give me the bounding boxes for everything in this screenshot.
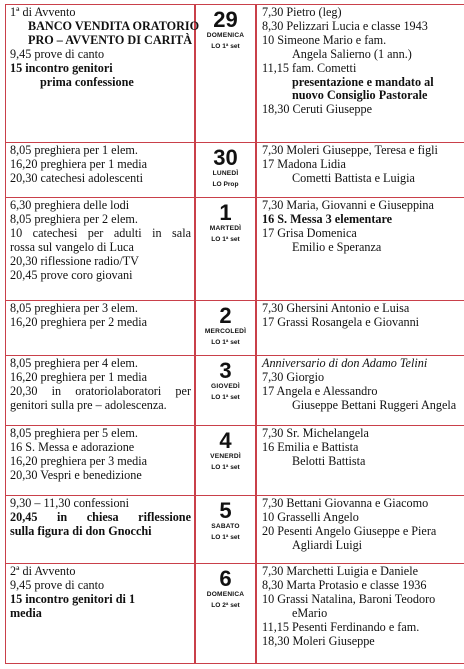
day-masses-cell xyxy=(256,496,464,564)
weekday-label: GIOVEDÌ xyxy=(211,383,240,390)
activity-line: genitori sulla pre – adolescenza. xyxy=(10,397,167,412)
activity-line: rossa sul vangelo di Luca xyxy=(10,239,134,254)
activity-line: 8,05 preghiera per 3 elem. xyxy=(10,301,138,315)
mass-intention-line: 7,30 Maria, Giovanni e Giuseppina xyxy=(262,198,434,212)
mass-intention-line: 7,30 Bettani Giovanna e Giacomo xyxy=(262,496,429,510)
day-masses-cell xyxy=(256,301,464,356)
activity-line: 20,45 prove coro giovani xyxy=(10,267,133,282)
day-masses-cell xyxy=(256,5,464,143)
mass-intention-line: 7,30 Marchetti Luigia e Daniele xyxy=(262,564,419,578)
day-date-cell xyxy=(195,301,256,356)
activity-line: 8,05 preghiera per 1 elem. xyxy=(10,143,138,157)
activity-line: prima confessione xyxy=(40,74,134,89)
mass-intention-line: 17 Grassi Rosangela e Giovanni xyxy=(262,314,420,329)
activity-line: 16,20 preghiera per 2 media xyxy=(10,314,148,329)
mass-intention-line: 17 Madona Lidia xyxy=(262,156,346,171)
day-row xyxy=(6,356,464,426)
day-row xyxy=(6,5,464,143)
mass-intention-line: 10 Grassi Natalina, Baroni Teodoro xyxy=(262,591,436,606)
day-number: 29 xyxy=(213,7,238,32)
day-masses-cell xyxy=(256,356,464,426)
activity-line: 16,20 preghiera per 3 media xyxy=(10,453,148,468)
day-masses-cell xyxy=(256,143,464,198)
mass-intention-line: 11,15 fam. Cometti xyxy=(262,60,357,75)
mass-intention-line: 10 Grasselli Angelo xyxy=(262,509,359,524)
mass-intention-line: 18,30 Ceruti Giuseppe xyxy=(262,102,373,117)
day-number: 30 xyxy=(213,145,238,170)
activity-line: 16,20 preghiera per 1 media xyxy=(10,156,148,171)
day-activities-cell xyxy=(6,5,200,143)
activity-line: 20,30 riflessione radio/TV xyxy=(10,253,139,268)
mass-intention-line: Belotti Battista xyxy=(292,453,366,468)
activity-line: 15 incontro genitori xyxy=(10,60,113,75)
mass-intention-line: Angela Salierno (1 ann.) xyxy=(292,46,412,61)
day-date-cell xyxy=(195,5,256,143)
day-date-cell xyxy=(195,426,256,496)
weekly-calendar-page xyxy=(5,4,457,665)
liturgy-label: LO 1ª set xyxy=(211,534,240,541)
day-date-cell xyxy=(195,198,256,301)
mass-intention-line: 8,30 Pelizzari Lucia e classe 1943 xyxy=(262,18,428,33)
activity-line: 9,45 prove di canto xyxy=(10,46,105,61)
weekday-label: MARTEDÌ xyxy=(209,225,242,232)
mass-intention-line: Agliardi Luigi xyxy=(292,537,363,552)
activity-line: 16,20 preghiera per 1 media xyxy=(10,369,148,384)
activity-line: 6,30 preghiera delle lodi xyxy=(10,198,130,212)
day-number: 6 xyxy=(219,566,232,591)
mass-intention-line: nuovo Consiglio Pastorale xyxy=(292,88,428,103)
day-masses-cell xyxy=(256,426,464,496)
activity-line: BANCO VENDITA ORATORIO xyxy=(28,18,200,33)
day-date-cell xyxy=(195,143,256,198)
activity-line: sulla figura di don Gnocchi xyxy=(10,523,152,538)
activity-line: 9,45 prove di canto xyxy=(10,577,105,592)
activity-line: 15 incontro genitori di 1 xyxy=(10,591,136,606)
liturgy-label: LO 2ª set xyxy=(211,602,240,609)
activity-line: 20,30 catechesi adolescenti xyxy=(10,170,143,185)
day-row xyxy=(6,564,464,664)
day-row xyxy=(6,496,464,564)
mass-intention-line: eMario xyxy=(292,605,328,620)
weekday-label: MERCOLEDÌ xyxy=(204,328,247,335)
activity-line: 2ª di Avvento xyxy=(10,564,76,578)
mass-intention-line: 7,30 Giorgio xyxy=(262,369,325,384)
activity-line: 16 S. Messa e adorazione xyxy=(10,439,135,454)
calendar-table xyxy=(5,4,464,664)
day-activities-cell xyxy=(6,198,196,301)
day-activities-cell xyxy=(6,356,196,426)
day-row xyxy=(6,198,464,301)
mass-intention-line: 16 S. Messa 3 elementare xyxy=(262,211,393,226)
mass-intention-line: 7,30 Pietro (leg) xyxy=(262,5,342,19)
day-row xyxy=(6,143,464,198)
activity-line: PRO – AVVENTO DI CARITÀ xyxy=(28,32,193,47)
weekday-label: DOMENICA xyxy=(206,32,245,39)
mass-intention-line: 16 Emilia e Battista xyxy=(262,439,359,454)
day-number: 2 xyxy=(219,303,232,328)
activity-line: 8,05 preghiera per 5 elem. xyxy=(10,426,138,440)
mass-intention-line: 11,15 Pesenti Ferdinando e fam. xyxy=(262,619,420,634)
weekday-label: SABATO xyxy=(211,523,240,530)
day-date-cell xyxy=(195,496,256,564)
mass-intention-line: 7,30 Moleri Giuseppe, Teresa e figli xyxy=(262,143,438,157)
mass-intention-line: 20 Pesenti Angelo Giuseppe e Piera xyxy=(262,523,437,538)
day-row xyxy=(6,426,464,496)
liturgy-label: LO 1ª set xyxy=(211,236,240,243)
mass-intention-line: 18,30 Moleri Giuseppe xyxy=(262,633,375,648)
day-activities-cell xyxy=(6,301,196,356)
mass-intention-line: 7,30 Sr. Michelangela xyxy=(262,426,369,440)
activity-line: 8,05 preghiera per 4 elem. xyxy=(10,356,138,370)
day-masses-cell xyxy=(256,564,464,664)
weekday-label: VENERDÌ xyxy=(210,453,241,460)
liturgy-label: LO 1ª set xyxy=(211,394,240,401)
day-activities-cell xyxy=(6,496,196,564)
weekday-label: DOMENICA xyxy=(206,591,245,598)
mass-intention-line: 17 Grisa Domenica xyxy=(262,225,357,240)
day-number: 5 xyxy=(219,498,232,523)
day-date-cell xyxy=(195,356,256,426)
mass-intention-line: Cometti Battista e Luigia xyxy=(292,170,415,185)
day-number: 1 xyxy=(219,200,232,225)
activity-line: 8,05 preghiera per 2 elem. xyxy=(10,211,138,226)
day-number: 3 xyxy=(219,358,232,383)
day-masses-cell xyxy=(256,198,464,301)
day-activities-cell xyxy=(6,426,196,496)
activity-line: media xyxy=(10,605,42,620)
day-date-cell xyxy=(195,564,256,664)
activity-line: 1ª di Avvento xyxy=(10,5,76,19)
day-activities-cell xyxy=(6,564,196,664)
mass-intention-line: 17 Angela e Alessandro xyxy=(262,383,378,398)
liturgy-label: LO 1ª set xyxy=(211,339,240,346)
activity-line: 20,30 in oratoriolaboratori per xyxy=(10,383,191,398)
liturgy-label: LO 1ª set xyxy=(211,43,240,50)
activity-line: 10 catechesi per adulti in sala xyxy=(10,225,191,240)
day-activities-cell xyxy=(6,143,196,198)
mass-intention-line: presentazione e mandato al xyxy=(292,74,434,89)
weekday-label: LUNEDÌ xyxy=(212,170,239,177)
mass-intention-line: 7,30 Ghersini Antonio e Luisa xyxy=(262,301,410,315)
activity-line: 20,30 Vespri e benedizione xyxy=(10,467,142,482)
mass-intention-line: 8,30 Marta Protasio e classe 1936 xyxy=(262,577,427,592)
liturgy-label: LO Prop xyxy=(212,181,239,188)
liturgy-label: LO 1ª set xyxy=(211,464,240,471)
mass-intention-line: Giuseppe Bettani Ruggeri Angela xyxy=(292,397,457,412)
mass-intention-line: Emilio e Speranza xyxy=(292,239,382,254)
mass-intention-line: Anniversario di don Adamo Telini xyxy=(262,356,428,370)
activity-line: 20,45 in chiesa riflessione xyxy=(10,509,191,524)
activity-line: 9,30 – 11,30 confessioni xyxy=(10,496,130,510)
mass-intention-line: 10 Simeone Mario e fam. xyxy=(262,32,387,47)
day-number: 4 xyxy=(219,428,232,453)
day-row xyxy=(6,301,464,356)
